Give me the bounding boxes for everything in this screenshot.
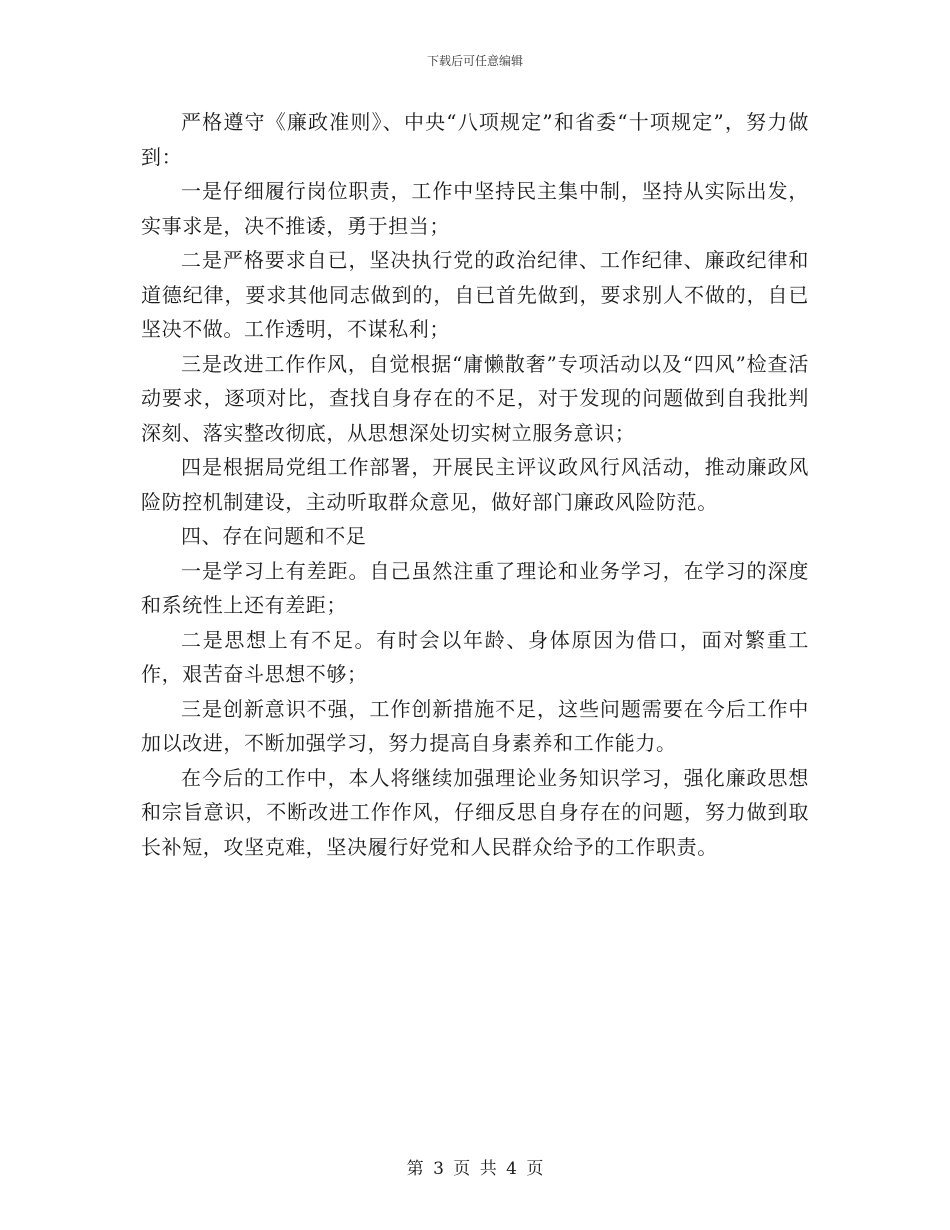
footer-total-word: 共	[479, 1159, 497, 1179]
paragraph-duty-point-4: 四是根据局党组工作部署，开展民主评议政风行风活动，推动廉政风险防控机制建设，主动听取群众意见，做好部门廉政风险防范。	[141, 455, 809, 514]
footer-page-word: 页	[453, 1159, 471, 1179]
section-heading-problems: 四、存在问题和不足	[181, 524, 367, 548]
paragraph-problem-2: 二是思想上有不足。有时会以年龄、身体原因为借口，面对繁重工作，艰苦奋斗思想不够；	[141, 627, 809, 686]
document-body	[141, 105, 809, 864]
paragraph-duty-point-2: 二是严格要求自已，坚决执行党的政治纪律、工作纪律、廉政纪律和道德纪律，要求其他同志做到的，自已首先做到，要求别人不做的，自已坚决不做。工作透明，不谋私利；	[141, 248, 809, 341]
paragraph-problem-1: 一是学习上有差距。自己虽然注重了理论和业务学习，在学习的深度和系统性上还有差距；	[141, 558, 809, 617]
page-header: 下载后可任意编辑	[426, 54, 523, 68]
paragraph-conclusion: 在今后的工作中，本人将继续加强理论业务知识学习，强化廉政思想和宗旨意识，不断改进工作作风，仔细反思自身存在的问题，努力做到取长补短，攻坚克难，坚决履行好党和人民群众给予的工作职责。	[141, 765, 809, 859]
footer-prefix: 第	[406, 1159, 424, 1179]
footer-current-page: 3	[433, 1159, 444, 1179]
footer-total-pages: 4	[506, 1159, 517, 1179]
footer-suffix: 页	[526, 1159, 544, 1179]
paragraph-duty-point-1: 一是仔细履行岗位职责，工作中坚持民主集中制，坚持从实际出发，实事求是，决不推诿，勇于担当；	[141, 179, 809, 238]
paragraph-discipline-intro: 严格遵守《廉政准则》、中央“八项规定”和省委“十项规定”，努力做到：	[141, 110, 809, 169]
paragraph-problem-3: 三是创新意识不强，工作创新措施不足，这些问题需要在今后工作中加以改进，不断加强学习，努力提高自身素养和工作能力。	[141, 696, 809, 755]
paragraph-duty-point-3: 三是改进工作作风，自觉根据“庸懒散奢”专项活动以及“四风”检查活动要求，逐项对比，查找自身存在的不足，对于发现的问题做到自我批判深刻、落实整改彻底，从思想深处切实树立服务意识；	[141, 351, 809, 445]
page-number-footer	[0, 1154, 950, 1179]
